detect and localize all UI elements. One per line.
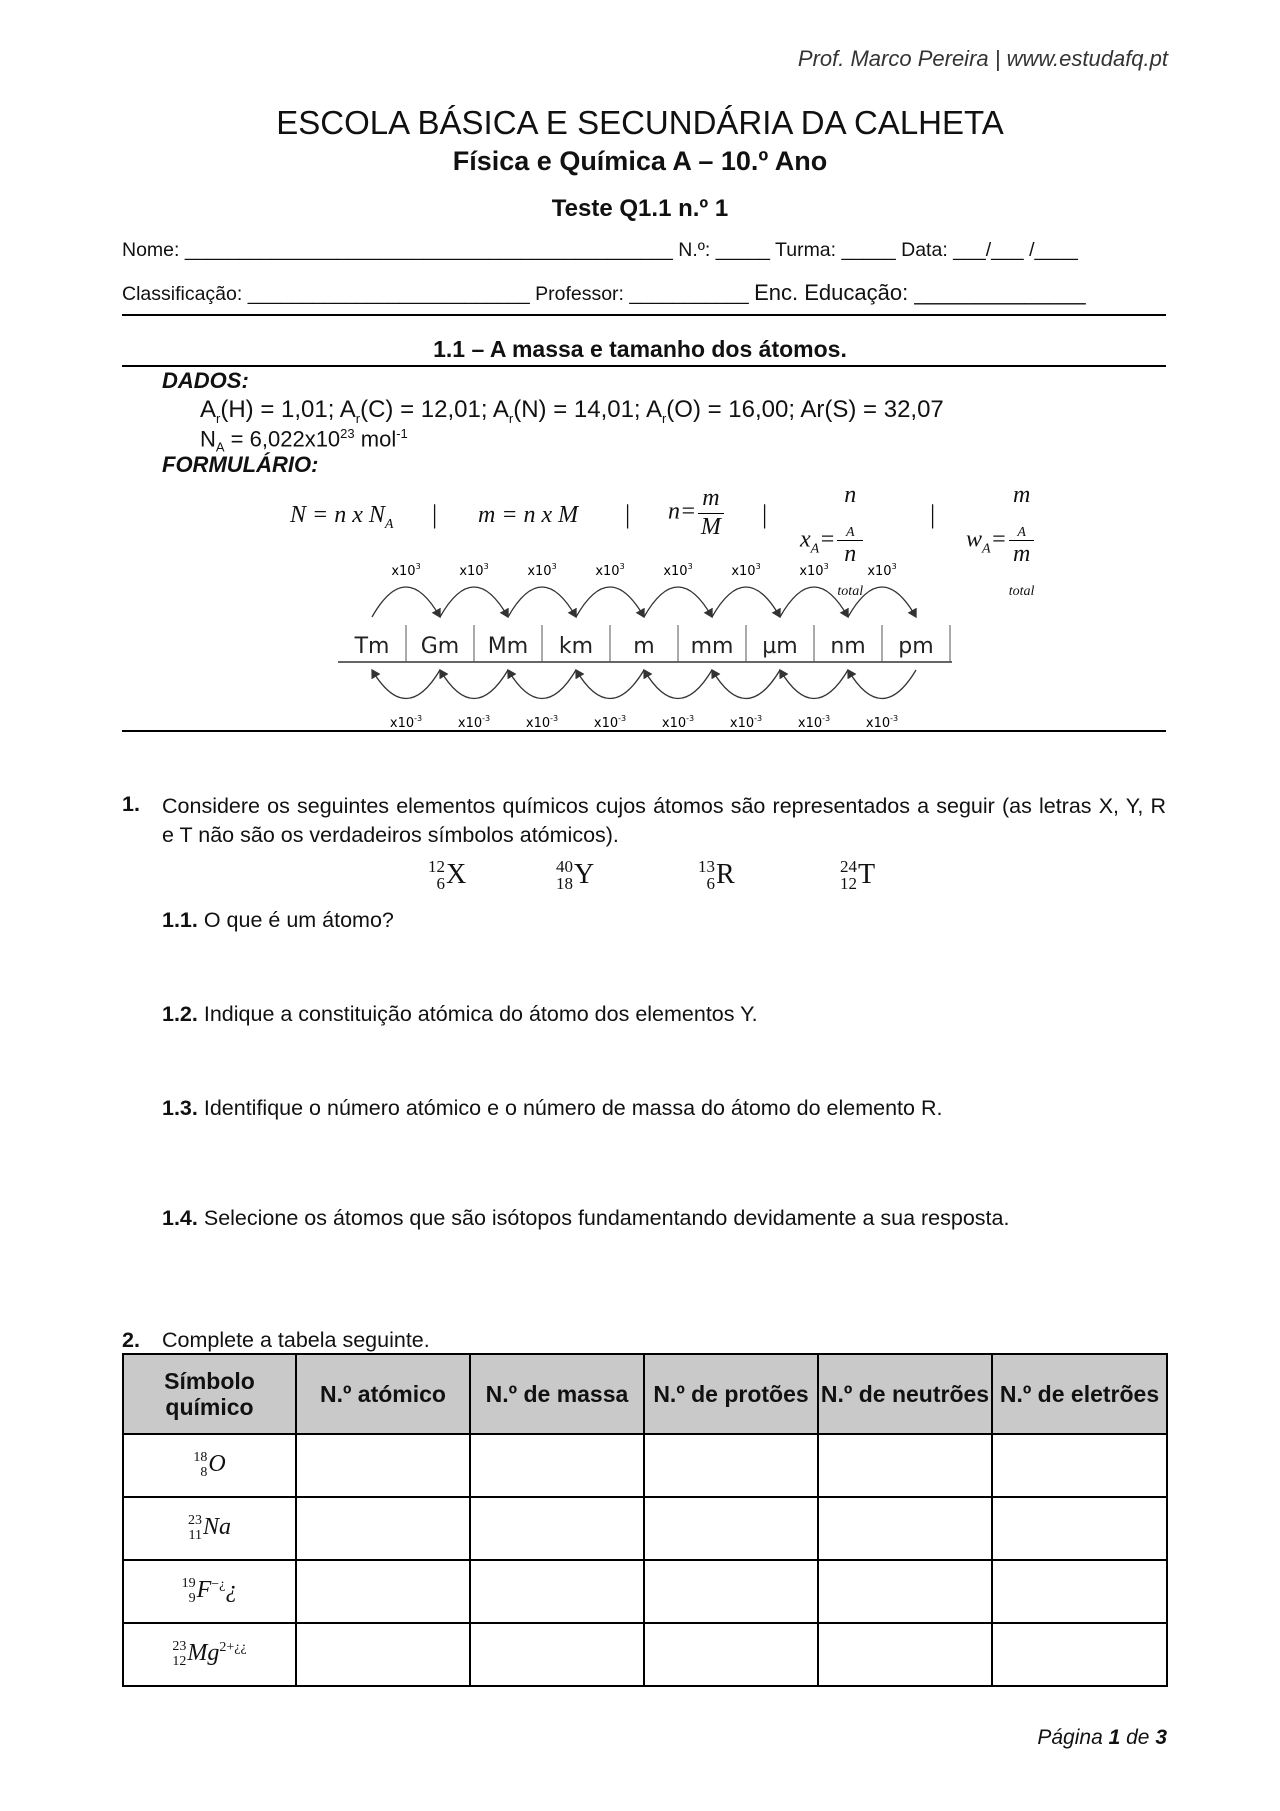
col-protons: N.º de protões (644, 1354, 818, 1434)
divide-label: $x10^{-3}$ (865, 714, 899, 731)
formula-sep: | (432, 500, 438, 529)
formula-sep: | (762, 500, 768, 529)
divide-label: $x10^{-3}$ (457, 714, 491, 731)
nuclide-r: 13 6 R (698, 857, 735, 893)
answer-cell[interactable] (644, 1623, 818, 1686)
formula-molar-fraction: $x_A=$ n $_A$ n $_{total}$ (800, 482, 864, 599)
divide-arrows (372, 670, 916, 731)
q1-1: 1.1. O que é um átomo? (162, 908, 394, 932)
divider (122, 314, 1166, 316)
unit-conversion-diagram (330, 555, 970, 735)
divide-label: $x10^{-3}$ (661, 714, 695, 731)
unit-label: µm (762, 634, 798, 659)
q1-text: Considere os seguintes elementos químicos cujos átomos são representados a seguir (as letras X, Y, R e T não são os verdadeiros símbolos atómicos). (162, 794, 1166, 848)
q1-number: 1. (122, 792, 140, 816)
answer-cell[interactable] (470, 1434, 644, 1497)
formula-moles: n= $\frac{m}{M}$ (668, 485, 726, 541)
col-electrons: N.º de eletrões (992, 1354, 1167, 1434)
answer-cell[interactable] (470, 1623, 644, 1686)
answer-cell[interactable] (296, 1560, 470, 1623)
answer-cell[interactable] (818, 1434, 992, 1497)
q1-2: 1.2. Indique a constituição atómica do átomo dos elementos Y. (162, 1002, 758, 1026)
multiply-label: $x10^3$ (867, 562, 897, 579)
multiply-label: $x10^3$ (527, 562, 557, 579)
multiply-label: $x10^3$ (731, 562, 761, 579)
answer-cell[interactable] (818, 1623, 992, 1686)
q2-number: 2. (122, 1328, 140, 1352)
unit-label: mm (690, 634, 734, 659)
unit-cells (354, 625, 950, 662)
unit-label: pm (898, 634, 934, 659)
multiply-arrow (780, 587, 848, 617)
q1-4: 1.4. Selecione os átomos que são isótopos fundamentando devidamente a sua resposta. (162, 1206, 1010, 1230)
classification-professor-fields[interactable]: Classificação: __________________________ Professor: ___________ (122, 283, 749, 305)
divide-label: $x10^{-3}$ (389, 714, 423, 731)
answer-cell[interactable] (644, 1497, 818, 1560)
divide-arrow (440, 670, 508, 699)
answer-cell[interactable] (992, 1434, 1167, 1497)
q2-text: Complete a tabela seguinte. (162, 1328, 430, 1352)
nuclide-x: 12 6 X (428, 857, 467, 893)
table-row (123, 1560, 1167, 1623)
divider (122, 730, 1166, 732)
avogadro-constant: $N_A = 6,022x10^{23}$ mol$^{-1}$ (200, 426, 408, 455)
table-row (123, 1434, 1167, 1497)
answer-cell[interactable] (644, 1560, 818, 1623)
unit-label: km (558, 634, 594, 659)
multiply-arrow (848, 587, 916, 617)
unit-label: nm (830, 634, 866, 659)
multiply-label: $x10^3$ (595, 562, 625, 579)
divide-label: $x10^{-3}$ (797, 714, 831, 731)
formulario-label: FORMULÁRIO: (162, 452, 319, 477)
answer-cell[interactable] (296, 1434, 470, 1497)
formula-mass: m = n x M (478, 502, 579, 528)
multiply-label: $x10^3$ (663, 562, 693, 579)
divide-label: $x10^{-3}$ (525, 714, 559, 731)
multiply-label: $x10^3$ (459, 562, 489, 579)
formula-mass-fraction: $w_A=$ m $_A$ m $_{total}$ (966, 482, 1035, 599)
divide-arrow (780, 670, 848, 699)
table-header-row (123, 1354, 1167, 1434)
divider (122, 365, 1166, 367)
formula-sep: | (930, 500, 936, 529)
author-credit: Prof. Marco Pereira | www.estudafq.pt (797, 46, 1168, 71)
nuclide-t: 24 12 T (840, 857, 876, 893)
school-title: ESCOLA BÁSICA E SECUNDÁRIA DA CALHETA (276, 104, 1004, 141)
answer-cell[interactable] (992, 1497, 1167, 1560)
form-line-classification[interactable] (122, 280, 1086, 306)
guardian-field[interactable]: Enc. Educação: ______________ (754, 280, 1086, 305)
formula-sep: | (625, 500, 631, 529)
table-row (123, 1623, 1167, 1686)
formula-particles: N = n x $N_A$ (290, 502, 394, 532)
answer-cell[interactable] (818, 1560, 992, 1623)
answer-cell[interactable] (470, 1497, 644, 1560)
symbol-cell: 18 8 O (123, 1434, 296, 1497)
atom-table (122, 1353, 1168, 1687)
multiply-arrow (576, 587, 644, 617)
unit-label: Mm (487, 634, 529, 659)
subject-title: Física e Química A – 10.º Ano (452, 146, 828, 176)
divide-arrow (576, 670, 644, 699)
symbol-cell: 19 9 F−¿¿ (123, 1560, 296, 1623)
atomic-masses: $A_r(H) = 1,01$; $A_r(C) = 12,01$; $A_r(N) = 14,01$; $A_r(O) = 16,00$; Ar(S) = 32,07 (200, 396, 944, 426)
unit-label: Tm (354, 634, 390, 659)
q1-3: 1.3. Identifique o número atómico e o número de massa do átomo do elemento R. (162, 1096, 943, 1120)
col-symbol: Símbolo químico (123, 1354, 296, 1434)
multiply-arrow (372, 587, 440, 617)
multiply-label: $x10^3$ (391, 562, 421, 579)
answer-cell[interactable] (296, 1623, 470, 1686)
unit-label: m (633, 634, 655, 659)
dados-label: DADOS: (162, 368, 249, 393)
divide-arrow (712, 670, 780, 699)
divide-arrow (372, 670, 440, 699)
unit-label: Gm (420, 634, 460, 659)
divide-label: $x10^{-3}$ (729, 714, 763, 731)
answer-cell[interactable] (644, 1434, 818, 1497)
multiply-arrows (372, 562, 916, 617)
symbol-cell: 23 12 $Mg^{2+¿¿}$ (123, 1623, 296, 1686)
answer-cell[interactable] (470, 1560, 644, 1623)
nuclide-y: 40 18 Y (556, 857, 595, 893)
divide-label: $x10^{-3}$ (593, 714, 627, 731)
answer-cell[interactable] (818, 1497, 992, 1560)
answer-cell[interactable] (296, 1497, 470, 1560)
divide-arrow (644, 670, 712, 699)
multiply-arrow (644, 587, 712, 617)
answer-cell[interactable] (992, 1623, 1167, 1686)
multiply-arrow (508, 587, 576, 617)
divide-arrow (508, 670, 576, 699)
answer-cell[interactable] (992, 1560, 1167, 1623)
multiply-arrow (440, 587, 508, 617)
table-row (123, 1497, 1167, 1560)
col-atomic-number: N.º atómico (296, 1354, 470, 1434)
multiply-arrow (712, 587, 780, 617)
symbol-cell: 23 11 Na (123, 1497, 296, 1560)
col-mass-number: N.º de massa (470, 1354, 644, 1434)
form-line-name[interactable]: Nome: _____________________________________________ N.º: _____ Turma: _____ Data: ___/___ /____ (122, 239, 1078, 261)
divide-arrow (848, 670, 916, 699)
page-number: Página 1 de 3 (1037, 1726, 1167, 1749)
col-neutrons: N.º de neutrões (818, 1354, 992, 1434)
section-title: 1.1 – A massa e tamanho dos átomos. (433, 336, 847, 362)
multiply-label: $x10^3$ (799, 562, 829, 579)
test-title: Teste Q1.1 n.º 1 (551, 195, 729, 222)
